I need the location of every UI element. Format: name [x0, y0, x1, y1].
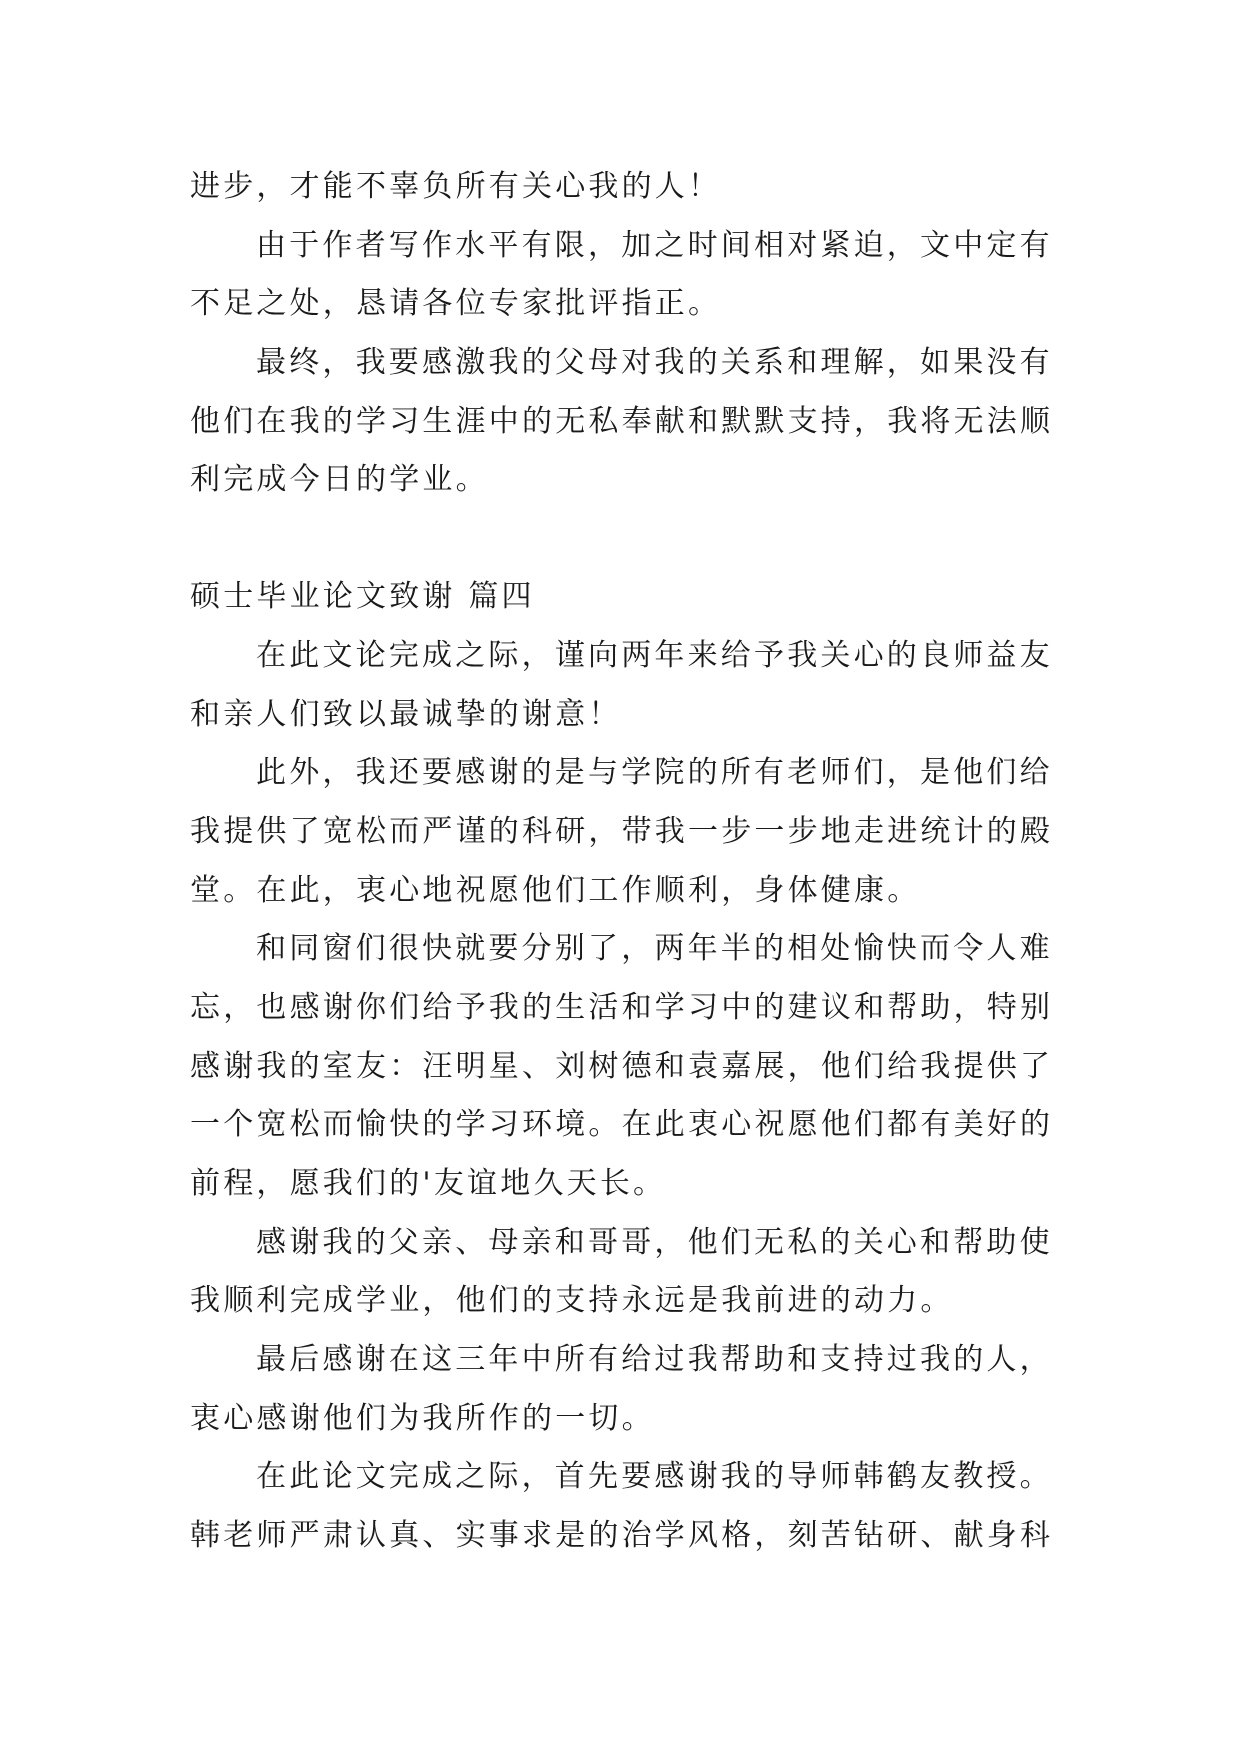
text-line: 利完成今日的学业。	[190, 462, 489, 498]
text-line: 最终，我要感激我的父母对我的关系和理解，如果没有	[256, 345, 1053, 381]
section-gap	[190, 510, 1060, 568]
text-line: 感谢我的室友：汪明星、刘树德和袁嘉展，他们给我提供了	[190, 1048, 1054, 1084]
text-line: 在此论文完成之际，首先要感谢我的导师韩鹤友教授。	[256, 1459, 1053, 1495]
paragraphs-bottom	[190, 627, 1060, 1566]
text-line: 堂。在此，衷心地祝愿他们工作顺利，身体健康。	[190, 872, 921, 908]
text-line: 不足之处，恳请各位专家批评指正。	[190, 286, 722, 322]
text-line: 和亲人们致以最诚挚的谢意！	[190, 696, 622, 732]
section-title: 硕士毕业论文致谢 篇四	[190, 579, 535, 615]
text-line: 此外，我还要感谢的是与学院的所有老师们，是他们给	[256, 755, 1053, 791]
text-line: 最后感谢在这三年中所有给过我帮助和支持过我的人，	[256, 1342, 1053, 1378]
text-line: 进步，才能不辜负所有关心我的人！	[190, 169, 722, 204]
text-line: 由于作者写作水平有限，加之时间相对紧迫，文中定有	[256, 227, 1053, 263]
text-line: 前程，愿我们的'友谊地久天长。	[190, 1166, 667, 1201]
text-line: 感谢我的父亲、母亲和哥哥，他们无私的关心和帮助使	[256, 1224, 1053, 1260]
paragraphs-top	[190, 158, 1060, 510]
text-line: 一个宽松而愉快的学习环境。在此衷心祝愿他们都有美好的	[190, 1107, 1054, 1143]
text-line: 在此文论完成之际，谨向两年来给予我关心的良师益友	[256, 637, 1053, 673]
text-line: 他们在我的学习生涯中的无私奉献和默默支持，我将无法顺	[190, 403, 1054, 439]
text-line: 韩老师严肃认真、实事求是的治学风格，刻苦钻研、献身科	[190, 1518, 1054, 1554]
text-line: 我顺利完成学业，他们的支持永远是我前进的动力。	[190, 1283, 954, 1319]
document-body	[190, 158, 1060, 1566]
text-line: 我提供了宽松而严谨的科研，带我一步一步地走进统计的殿	[190, 813, 1054, 849]
text-line: 忘，也感谢你们给予我的生活和学习中的建议和帮助，特别	[190, 989, 1054, 1025]
text-line: 衷心感谢他们为我所作的一切。	[190, 1400, 655, 1436]
text-line: 和同窗们很快就要分别了，两年半的相处愉快而令人难	[256, 931, 1053, 967]
